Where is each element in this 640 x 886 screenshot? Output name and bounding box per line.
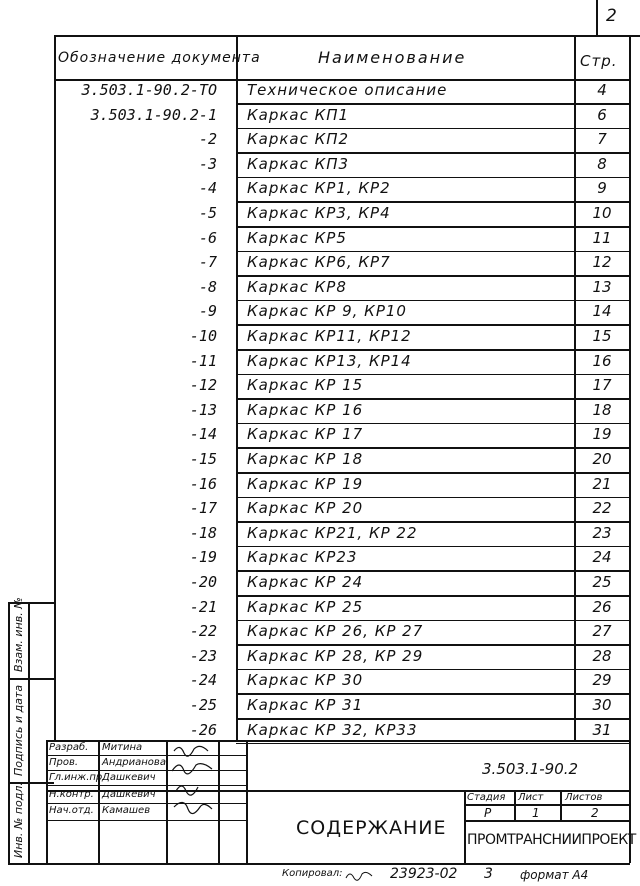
row-name: Каркас КР 20 — [247, 499, 364, 518]
document-code: 3.503.1-90.2 — [482, 760, 579, 778]
row-designation: -13 — [189, 400, 217, 419]
row-designation: 3.503.1-90.2-1 — [90, 105, 217, 124]
sheet-value: 1 — [532, 806, 540, 820]
row-name: Каркас КР 28, КР 29 — [247, 646, 424, 665]
row-page: 23 — [592, 523, 612, 542]
row-name: Каркас КП1 — [247, 105, 350, 124]
title-block-divider — [246, 740, 248, 864]
row-name: Каркас КР 25 — [247, 597, 364, 616]
row-designation: -5 — [198, 204, 217, 222]
row-page: 15 — [592, 327, 612, 345]
contents-row — [55, 498, 629, 523]
row-name: Каркас КР8 — [247, 277, 347, 296]
header-name: Наименование — [318, 48, 467, 67]
contents-row — [55, 400, 629, 425]
row-designation: -11 — [189, 351, 217, 370]
contents-row — [55, 547, 629, 572]
contents-row — [55, 670, 629, 695]
row-page: 29 — [592, 671, 612, 690]
row-designation: -14 — [189, 425, 217, 444]
frame-top — [54, 35, 630, 37]
header-page: Стр. — [580, 52, 618, 70]
sheets-value: 2 — [591, 806, 599, 820]
row-name: Каркас КР 15 — [247, 376, 364, 395]
document-title: СОДЕРЖАНИЕ — [296, 817, 447, 839]
row-name: Каркас КР 31 — [247, 696, 364, 714]
row-name: Техническое описание — [247, 81, 448, 99]
footer-format: формат А4 — [520, 868, 589, 882]
row-name: Каркас КР23 — [247, 548, 358, 567]
contents-row — [55, 351, 629, 376]
row-designation: -25 — [189, 696, 217, 714]
side-label-replace-inv: Взам. инв. № — [12, 597, 25, 672]
side-label-signature-date: Подпись и дата — [12, 684, 25, 776]
signatures — [168, 741, 218, 831]
row-name: Каркас КР 19 — [247, 474, 364, 493]
row-designation: -15 — [189, 450, 217, 468]
row-page: 30 — [592, 696, 612, 714]
contents-row — [55, 129, 629, 154]
row-page: 9 — [597, 179, 607, 198]
row-designation: -19 — [189, 548, 217, 567]
contents-row — [55, 252, 629, 277]
contents-row — [55, 695, 629, 720]
row-name: Каркас КР6, КР7 — [247, 253, 391, 272]
stamp-person: Митина — [102, 742, 143, 753]
row-page: 6 — [597, 105, 607, 124]
contents-row — [55, 301, 629, 326]
title-block-divider — [560, 790, 562, 820]
row-designation: -22 — [189, 622, 217, 641]
contents-row — [55, 105, 629, 130]
row-page: 17 — [592, 376, 612, 395]
row-designation: -2 — [198, 130, 217, 149]
stamp-role: Н.контр. — [49, 789, 94, 800]
row-name: Каркас КР5 — [247, 228, 347, 247]
stamp-role: Пров. — [49, 757, 79, 768]
row-designation: -24 — [189, 671, 217, 690]
contents-row — [55, 375, 629, 400]
row-page: 18 — [592, 400, 612, 419]
row-designation: -23 — [189, 646, 217, 665]
side-strip-border — [28, 602, 30, 864]
row-page: 21 — [592, 474, 612, 493]
row-page: 31 — [592, 720, 612, 739]
stage-label: Стадия — [467, 792, 506, 803]
contents-row — [55, 203, 629, 228]
side-label-inv-no: Инв. № подл. — [12, 782, 25, 858]
row-page: 7 — [597, 130, 607, 149]
contents-row — [55, 474, 629, 499]
row-designation: -16 — [189, 474, 217, 493]
frame-right — [629, 35, 631, 863]
contents-row — [55, 646, 629, 671]
row-name: Каркас КР11, КР12 — [247, 327, 412, 345]
contents-row — [55, 572, 629, 597]
stamp-person: Дашкевич — [102, 772, 156, 783]
contents-row — [55, 597, 629, 622]
row-name: Каркас КР 32, КР33 — [247, 720, 418, 739]
row-page: 10 — [592, 204, 612, 222]
row-designation: -8 — [198, 277, 217, 296]
contents-row — [55, 449, 629, 474]
contents-row — [55, 80, 629, 105]
row-designation: -6 — [198, 228, 217, 247]
row-designation: -20 — [189, 573, 217, 591]
row-designation: -12 — [189, 376, 217, 395]
row-name: Каркас КП2 — [247, 130, 350, 149]
copyist-signature — [344, 868, 374, 882]
contents-row — [55, 326, 629, 351]
footer-copied-label: Копировал: — [282, 868, 343, 879]
side-strip-border — [8, 678, 54, 680]
sheet-number: 2 — [606, 6, 617, 26]
row-page: 12 — [592, 253, 612, 272]
row-name: Каркас КР 9, КР10 — [247, 302, 407, 321]
row-page: 14 — [592, 302, 612, 321]
contents-row — [55, 621, 629, 646]
row-page: 25 — [592, 573, 612, 591]
row-designation: -4 — [198, 179, 217, 198]
row-page: 24 — [592, 548, 612, 567]
row-name: Каркас КР 26, КР 27 — [247, 622, 424, 641]
contents-row — [55, 178, 629, 203]
row-name: Каркас КР 16 — [247, 400, 364, 419]
footer-page: 3 — [484, 866, 493, 882]
row-underline — [236, 743, 629, 745]
frame-bottom — [8, 863, 630, 865]
row-name: Каркас КР 30 — [247, 671, 364, 690]
title-block-divider — [464, 820, 630, 822]
row-name: Каркас КР21, КР 22 — [247, 523, 418, 542]
sheets-label: Листов — [565, 792, 603, 803]
stamp-role: Разраб. — [49, 742, 89, 753]
row-name: Каркас КР3, КР4 — [247, 204, 391, 222]
row-name: Каркас КР 17 — [247, 425, 364, 444]
row-page: 28 — [592, 646, 612, 665]
row-page: 16 — [592, 351, 612, 370]
contents-row — [55, 523, 629, 548]
row-designation: -18 — [189, 523, 217, 542]
row-designation: -21 — [189, 597, 217, 616]
contents-row — [55, 277, 629, 302]
row-designation: -26 — [189, 720, 217, 739]
row-name: Каркас КР 18 — [247, 450, 364, 468]
sheet-label: Лист — [518, 792, 544, 803]
row-page: 27 — [592, 622, 612, 641]
row-name: Каркас КР 24 — [247, 573, 364, 591]
side-strip-border — [8, 602, 10, 864]
footer-number: 23923-02 — [390, 866, 458, 882]
row-page: 26 — [592, 597, 612, 616]
row-page: 19 — [592, 425, 612, 444]
title-block-divider — [98, 740, 100, 864]
row-page: 22 — [592, 499, 612, 518]
row-designation: -7 — [198, 253, 217, 272]
row-page: 8 — [597, 154, 607, 173]
row-page: 20 — [592, 450, 612, 468]
stamp-person: Камашев — [102, 805, 151, 816]
stamp-role: Гл.инж.пр. — [49, 772, 106, 783]
row-name: Каркас КР13, КР14 — [247, 351, 412, 370]
row-name: Каркас КП3 — [247, 154, 350, 173]
row-page: 4 — [597, 81, 607, 99]
title-block-divider — [514, 790, 516, 820]
header-designation: Обозначение документа — [58, 50, 261, 66]
contents-row — [55, 154, 629, 179]
organization-name: ПРОМТРАНСНИИПРОЕКТ — [467, 832, 636, 848]
stamp-role: Нач.отд. — [49, 805, 94, 816]
stamp-person: Дашкевич — [102, 789, 156, 800]
title-block-divider — [464, 790, 466, 864]
row-page: 11 — [592, 228, 612, 247]
row-designation: -3 — [198, 154, 217, 173]
sheet-number-box-border — [596, 0, 598, 36]
contents-row — [55, 424, 629, 449]
title-block-divider — [218, 740, 220, 864]
row-name: Каркас КР1, КР2 — [247, 179, 391, 198]
title-block-left — [46, 740, 48, 864]
row-designation: -9 — [198, 302, 217, 321]
row-page: 13 — [592, 277, 612, 296]
row-designation: 3.503.1-90.2-ТО — [81, 81, 217, 99]
stage-value: Р — [484, 806, 492, 820]
stamp-person: Андрианова — [102, 757, 166, 768]
row-designation: -17 — [189, 499, 217, 518]
contents-row — [55, 228, 629, 253]
row-designation: -10 — [189, 327, 217, 345]
